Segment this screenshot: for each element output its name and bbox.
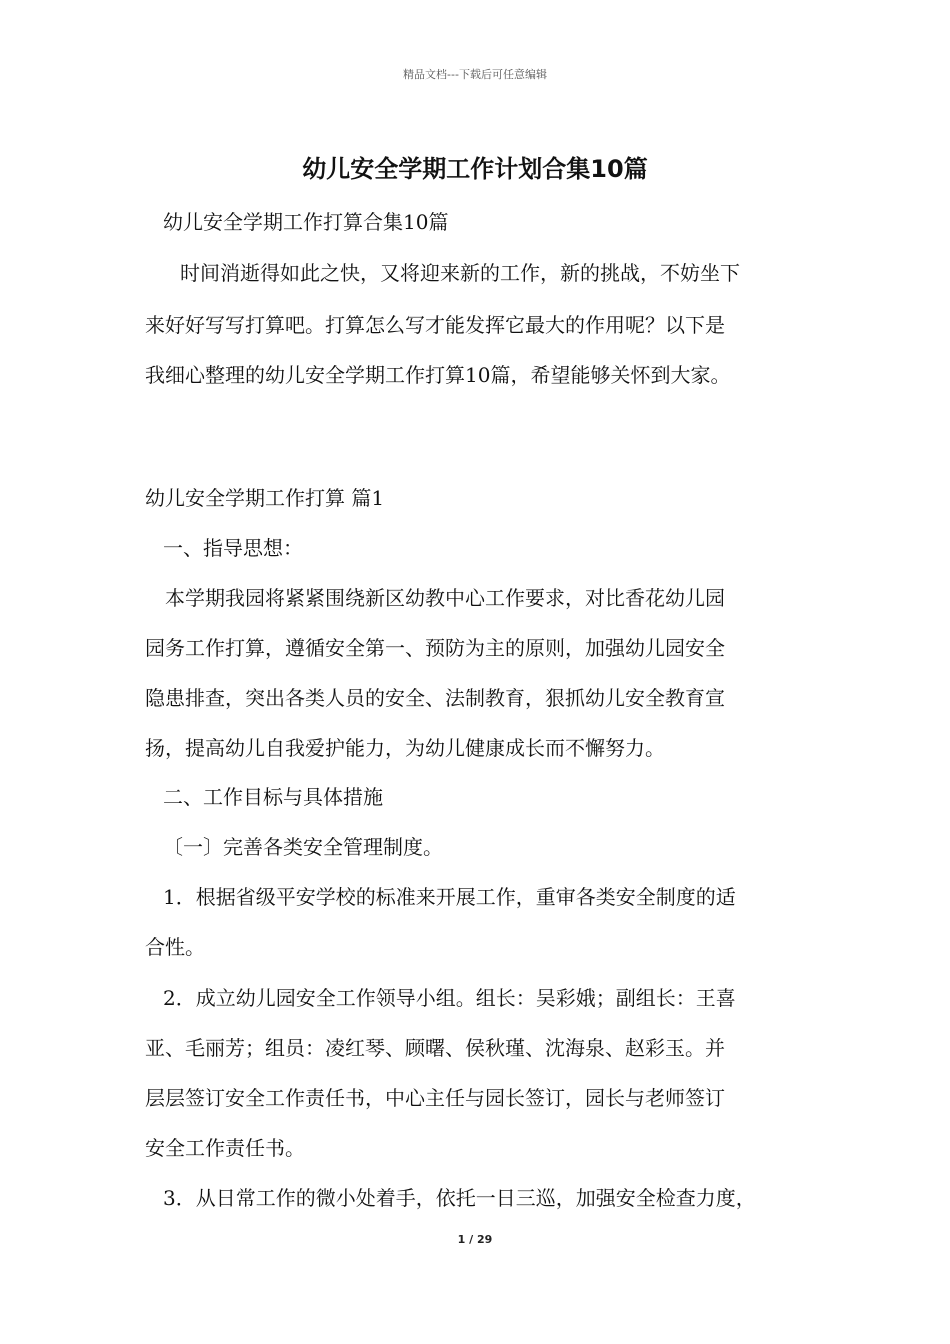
list-item-line: 2．成立幼儿园安全工作领导小组。组长：吴彩娥；副组长：王喜 <box>163 986 736 1010</box>
list-item-line: 合性。 <box>145 935 205 959</box>
paragraph-line: 时间消逝得如此之快，又将迎来新的工作，新的挑战，不妨坐下 <box>180 261 740 285</box>
header-note: 精品文档---下载后可任意编辑 <box>403 68 547 81</box>
list-item-line: 3．从日常工作的微小处着手，依托一日三巡，加强安全检查力度， <box>163 1186 756 1210</box>
subheading: 一、指导思想： <box>163 536 303 560</box>
paragraph-line: 本学期我园将紧紧围绕新区幼教中心工作要求，对比香花幼儿园 <box>165 586 725 610</box>
subtitle-line: 幼儿安全学期工作打算合集10篇 <box>163 210 449 234</box>
subheading: 〔一〕完善各类安全管理制度。 <box>163 835 443 859</box>
section-heading: 幼儿安全学期工作打算 篇1 <box>145 486 385 510</box>
paragraph-line: 扬，提高幼儿自我爱护能力，为幼儿健康成长而不懈努力。 <box>145 736 665 760</box>
paragraph-line: 隐患排查，突出各类人员的安全、法制教育，狠抓幼儿安全教育宣 <box>145 686 725 710</box>
paragraph-line: 来好好写写打算吧。打算怎么写才能发挥它最大的作用呢？以下是 <box>145 313 725 337</box>
paragraph-line: 园务工作打算，遵循安全第一、预防为主的原则，加强幼儿园安全 <box>145 636 725 660</box>
paragraph-line: 我细心整理的幼儿安全学期工作打算10篇，希望能够关怀到大家。 <box>145 363 731 387</box>
page-indicator: 1 / 29 <box>457 1233 493 1246</box>
list-item-line: 安全工作责任书。 <box>145 1136 305 1160</box>
list-item-line: 层层签订安全工作责任书，中心主任与园长签订，园长与老师签订 <box>145 1086 725 1110</box>
list-item-line: 1．根据省级平安学校的标准来开展工作，重审各类安全制度的适 <box>163 885 736 909</box>
document-title: 幼儿安全学期工作计划合集10篇 <box>302 155 648 183</box>
list-item-line: 亚、毛丽芳；组员：凌红琴、顾曙、侯秋瑾、沈海泉、赵彩玉。并 <box>145 1036 725 1060</box>
subheading: 二、工作目标与具体措施 <box>163 785 383 809</box>
